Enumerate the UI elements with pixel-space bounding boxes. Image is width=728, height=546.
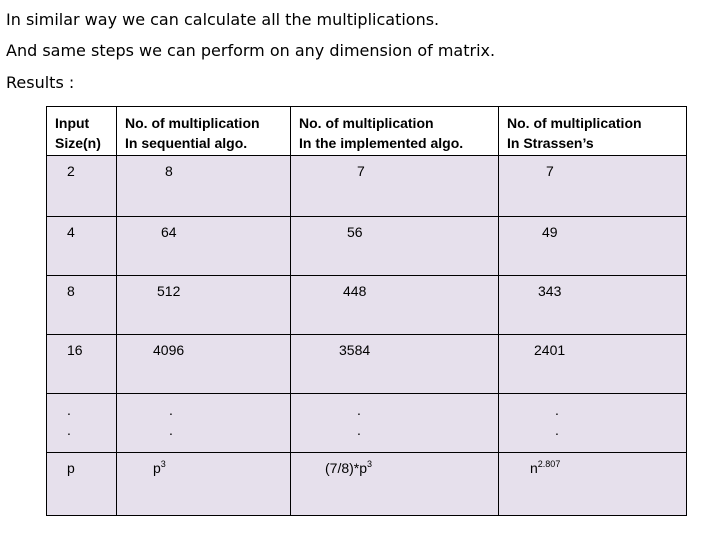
cell-input-size: 4 — [67, 224, 75, 240]
table-cell — [47, 217, 117, 276]
cell-implemented — [291, 453, 498, 477]
ellipsis-dots: . . — [67, 402, 71, 438]
cell-sequential-exponent: 3 — [160, 459, 166, 469]
cell-input-size: 2 — [67, 163, 75, 179]
cell-input-size: 8 — [67, 283, 75, 299]
table-row — [47, 335, 687, 394]
cell-implemented: 448 — [343, 283, 367, 299]
table-row — [47, 276, 687, 335]
table-cell — [117, 394, 291, 453]
table-row-general — [47, 453, 687, 516]
table-cell — [117, 453, 291, 516]
header-implemented — [291, 107, 499, 156]
cell-implemented-exponent: 3 — [367, 459, 373, 469]
table-cell — [291, 335, 499, 394]
table-cell — [47, 394, 117, 453]
header-strassen — [499, 107, 687, 156]
cell-sequential: 512 — [157, 283, 181, 299]
cell-input-size: 16 — [67, 342, 83, 358]
header-strassen-line1: No. of multiplication — [507, 115, 642, 131]
table-cell — [117, 335, 291, 394]
cell-sequential-base: p — [153, 460, 161, 476]
cell-strassen: 343 — [538, 283, 562, 299]
intro-line-1: In similar way we can calculate all the multiplications. — [6, 10, 440, 29]
table-cell — [47, 453, 117, 516]
results-table — [46, 106, 687, 516]
header-sequential-line1: No. of multiplication — [125, 115, 260, 131]
table-row — [47, 217, 687, 276]
cell-implemented-base: (7/8)*p — [325, 460, 368, 476]
header-implemented-line1: No. of multiplication — [299, 115, 434, 131]
cell-strassen-exponent: 2.807 — [537, 459, 561, 469]
table-cell — [291, 276, 499, 335]
cell-input-size: p — [67, 460, 75, 476]
ellipsis-dots: . . — [169, 402, 173, 438]
table-cell — [47, 335, 117, 394]
cell-strassen: 7 — [546, 163, 554, 179]
table-row-ellipsis — [47, 394, 687, 453]
cell-strassen-base: n — [530, 460, 538, 476]
table-cell — [117, 217, 291, 276]
cell-implemented: 3584 — [339, 342, 371, 358]
header-implemented-line2: In the implemented algo. — [299, 135, 464, 151]
table-cell — [499, 276, 687, 335]
results-label: Results : — [6, 73, 75, 92]
table-cell — [291, 394, 499, 453]
header-row — [47, 107, 687, 156]
ellipsis-dots: . . — [357, 402, 361, 438]
table-cell — [499, 335, 687, 394]
header-strassen-line2: In Strassen’s — [507, 135, 594, 151]
cell-implemented: 56 — [347, 224, 363, 240]
intro-line-2: And same steps we can perform on any dimension of matrix. — [6, 41, 496, 60]
cell-sequential — [117, 453, 290, 477]
table-cell — [499, 453, 687, 516]
table-row — [47, 156, 687, 217]
table-cell — [291, 217, 499, 276]
table-cell — [499, 217, 687, 276]
cell-sequential: 64 — [161, 224, 177, 240]
table-cell — [47, 156, 117, 217]
table-cell — [117, 156, 291, 217]
cell-strassen: 2401 — [534, 342, 566, 358]
table-cell — [499, 156, 687, 217]
header-sequential-line2: In sequential algo. — [125, 135, 248, 151]
ellipsis-dots: . . — [555, 402, 559, 438]
header-input-size — [47, 107, 117, 156]
table-cell — [47, 276, 117, 335]
cell-strassen — [499, 453, 686, 477]
cell-strassen: 49 — [542, 224, 558, 240]
table-cell — [499, 394, 687, 453]
table-cell — [117, 276, 291, 335]
table-cell — [291, 156, 499, 217]
header-sequential — [117, 107, 291, 156]
cell-implemented: 7 — [357, 163, 365, 179]
header-input-size-line2: Size(n) — [55, 135, 101, 151]
cell-sequential: 8 — [165, 163, 173, 179]
header-input-size-line1: Input — [55, 115, 90, 131]
table-cell — [291, 453, 499, 516]
cell-sequential: 4096 — [153, 342, 185, 358]
